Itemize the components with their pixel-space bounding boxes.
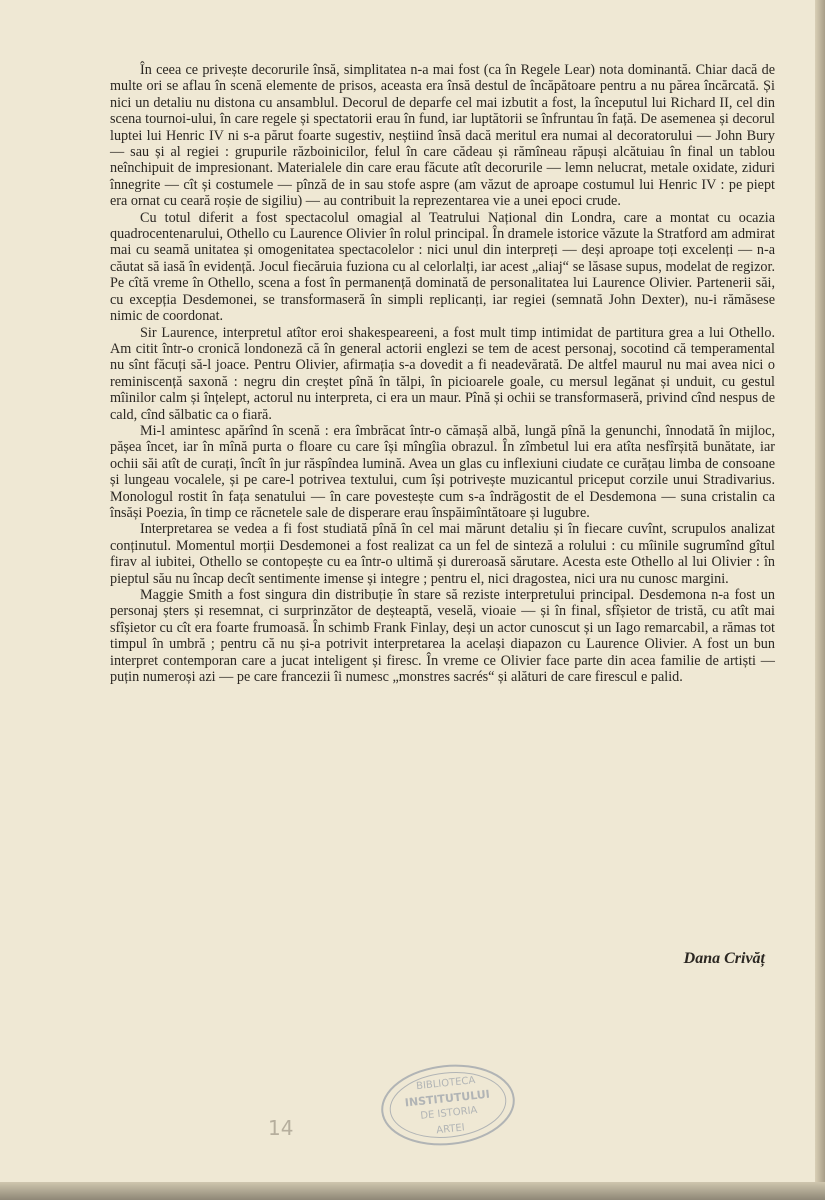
library-stamp — [374, 1055, 522, 1155]
paragraph-decor: În ceea ce privește decorurile însă, simplitatea n-a mai fost (ca în Regele Lear) nota dominantă. Chiar dacă de multe ori se aflau în scenă elemente de prisos, aceasta era însă destul de încăpătoare pentru a nu părea încărcată. Și nici un detaliu nu distona cu ansamblul. Decorul de deparfe cel mai izbutit a fost, la începutul lui Richard II, cel din scena tournoi-ului, în care regele și spectatorii erau în fund, iar luptătorii se înfruntau în față. De asemenea și decorul luptei lui Henric IV ni s-a părut foarte sugestiv, neștiind însă dacă meritul era numai al decoratorului — John Bury — sau și al regiei : grupurile războinicilor, felul în care cădeau și rămîneau răpuși alcătuiau în final un tablou neînchipuit de impresionant. Materialele din care erau făcute atît decorurile — lemn nelucrat, metale oxidate, ziduri înnegrite — cît și costumele — pînză de in sau stofe aspre (am văzut de aproape costumul lui Henric IV : pe piept era ornat cu ceară roșie de sigiliu) — au contribuit la reprezentarea vie a unei epoci crude. — [110, 62, 775, 210]
stamp-middle-text: INSTITUTULUI — [404, 1087, 491, 1110]
stamp-top-text: BIBLIOTECA — [415, 1075, 476, 1093]
stamp-lower-text: DE ISTORIA — [419, 1104, 478, 1122]
article-body — [110, 62, 775, 685]
paragraph-olivier-entrance: Mi-l amintesc apărînd în scenă : era îmbrăcat într-o cămașă albă, lungă pînă la genunchi, înnodată în mijloc, pășea încet, iar în mînă purta o floare cu care își mîngîia obrazul. În zîmbetul lui era atîta nesfîrșită bunătate, iar ochii săi atît de curați, încît în jur răspîndea lumină. Avea un glas cu inflexiuni ciudate ce curățau limba de consoane și lungeau vocalele, și pe care-l potrivea textului, cum își potrivește muzicantul priceput corzile unui Stradivarius. Monologul rostit în fața senatului — în care povestește cum s-a îndrăgostit de el Desdemona — suna cristalin ca însăși Poezia, în timp ce răcnetele sale de disperare erau înspăimîntătoare și lugubre. — [110, 422, 775, 521]
paragraph-olivier-interpretation: Sir Laurence, interpretul atîtor eroi shakespeareeni, a fost mult timp intimidat de partitura grea a lui Othello. Am citit într-o cronică londoneză că în general actorii englezi se tem de acest personaj, socotind că temperamental nu sînt făcuți să-l joace. Pentru Olivier, afirmația s-a dovedit a fi neadevărată. De altfel maurul nu mai avea nici o reminiscență saxonă : negru din creștet pînă în tălpi, în picioarele goale, cu mersul legănat și unduit, cu gestul mîinilor calm și înțelept, actorul nu interpreta, ci era un maur. Pînă și ochii se transformaseră, privind cînd nespus de cald, cînd sălbatic ca o fiară. — [110, 324, 775, 423]
page-edge-bottom — [0, 1182, 825, 1200]
page-edge-right — [815, 0, 825, 1200]
paragraph-othello-production: Cu totul diferit a fost spectacolul omagial al Teatrului Național din Londra, care a montat cu ocazia quadrocentenarului, Othello cu Laurence Olivier în rolul principal. În dramele istorice văzute la Stratford am admirat mai cu seamă unitatea și omogenitatea spectacolelor : nici unul din interpreți — deși aproape toți excelenți — n-a căutat să iasă în evidență. Jocul fiecăruia fuziona cu al celorlalți, iar acest „aliaj“ se lăsase supus, modelat de regizor. Pe cîtă vreme în Othello, scena a fost în permanență dominată de personalitatea lui Laurence Olivier. Partenerii săi, cu excepția Desdemonei, se transformaseră în simpli replicanți, iar regiei (semnată John Dexter), nu-i rămăsese nimic de coordonat. — [110, 209, 775, 325]
author-signature: Dana Crivăț — [683, 950, 765, 967]
page-number: 14 — [268, 1116, 294, 1140]
stamp-bottom-text: ARTEI — [435, 1122, 466, 1137]
paragraph-cast: Maggie Smith a fost singura din distribuție în stare să reziste interpretului principal. Desdemona n-a fost un personaj șters și resemnat, ci surprinzător de deșteaptă, veselă, vioaie — și în final, sfîșietor de tristă, cu atît mai sfîșietor cu cît era foarte frumoasă. În schimb Frank Finlay, deși un actor cunoscut și un Iago remarcabil, a rămas tot timpul în umbră ; pentru că nu și-a potrivit interpretarea la același diapazon cu Laurence Olivier. A fost un bun interpret contemporan care a jucat inteligent și firesc. În vreme ce Olivier face parte din acea familie de artiști — puțin numeroși azi — pe care francezii îi numesc „monstres sacrés“ și alături de care firescul e palid. — [110, 587, 775, 686]
paragraph-desdemona-death: Interpretarea se vedea a fi fost studiată pînă în cel mai mărunt detaliu și în fiecare cuvînt, scrupulos analizat conținutul. Momentul morții Desdemonei a fost realizat ca un fel de sinteză a rolului : cu mîinile sugrumînd gîtul firav al iubitei, Othello se contopește cu ea într-o ultimă și dureroasă sărutare. Acesta este Othello al lui Olivier : în pieptul său nu încap decît sentimente imense și integre ; pentru el, nici dragostea, nici ura nu cunosc margini. — [110, 521, 775, 587]
